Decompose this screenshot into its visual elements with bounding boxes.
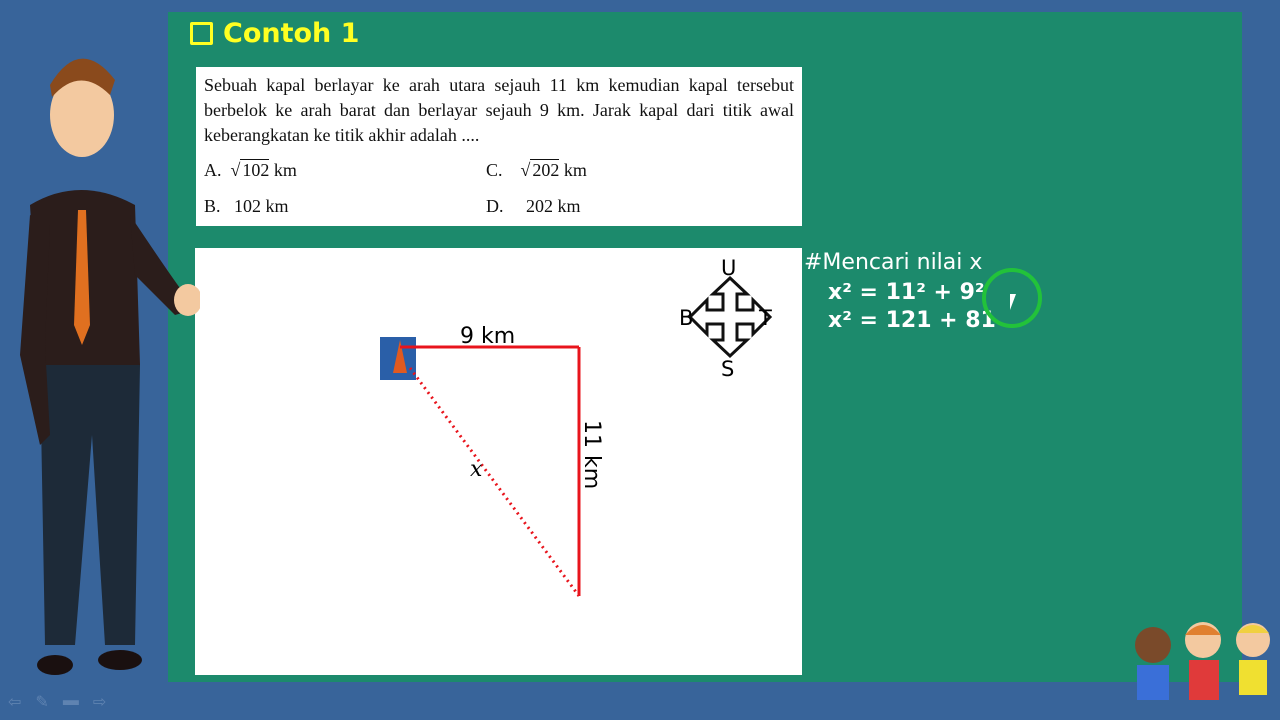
slides-menu-icon[interactable]: ▬ [62, 692, 79, 709]
previous-arrow-icon[interactable]: ⇦ [8, 694, 22, 711]
compass-west: B [679, 306, 694, 330]
compass-south: S [721, 357, 735, 381]
presenter-character [10, 25, 200, 695]
slide-navigation [8, 692, 106, 712]
option-d: D. 202 km [486, 196, 581, 216]
triangle-diagram [195, 248, 802, 675]
hypotenuse-line [410, 368, 579, 596]
title-text: Contoh 1 [223, 18, 360, 49]
option-a: A. √ 102 km [204, 160, 297, 180]
slide-title [190, 18, 359, 49]
compass-icon [690, 278, 770, 356]
question-text: Sebuah kapal berlayar ke arah utara sejauh 11 km kemudian kapal tersebut berbelok ke arah barat dan berlayar sejauh 9 km. Jarak kapal dari titik awal keberangkatan ke titik akhir adalah .... [204, 75, 794, 145]
west-label: 9 km [460, 324, 516, 349]
equation-line-2: x² = 121 + 81 [828, 308, 996, 333]
hyp-label: x [470, 457, 483, 482]
cursor-icon [1010, 294, 1016, 310]
pen-icon[interactable]: ✎ [35, 694, 49, 711]
next-arrow-icon[interactable]: ⇨ [92, 694, 107, 711]
compass-east: T [759, 306, 772, 330]
question-box [196, 67, 802, 226]
option-c: C. √ 202 km [486, 160, 587, 180]
north-label: 11 km [579, 420, 604, 490]
equation-line-1: x² = 11² + 9² [828, 280, 985, 305]
working-area [804, 250, 996, 339]
compass-north: U [721, 256, 737, 280]
option-b: B. 102 km [204, 196, 289, 216]
kids-illustration [1125, 615, 1280, 720]
diagram-panel [195, 248, 802, 675]
work-heading: #Mencari nilai x [804, 250, 983, 275]
